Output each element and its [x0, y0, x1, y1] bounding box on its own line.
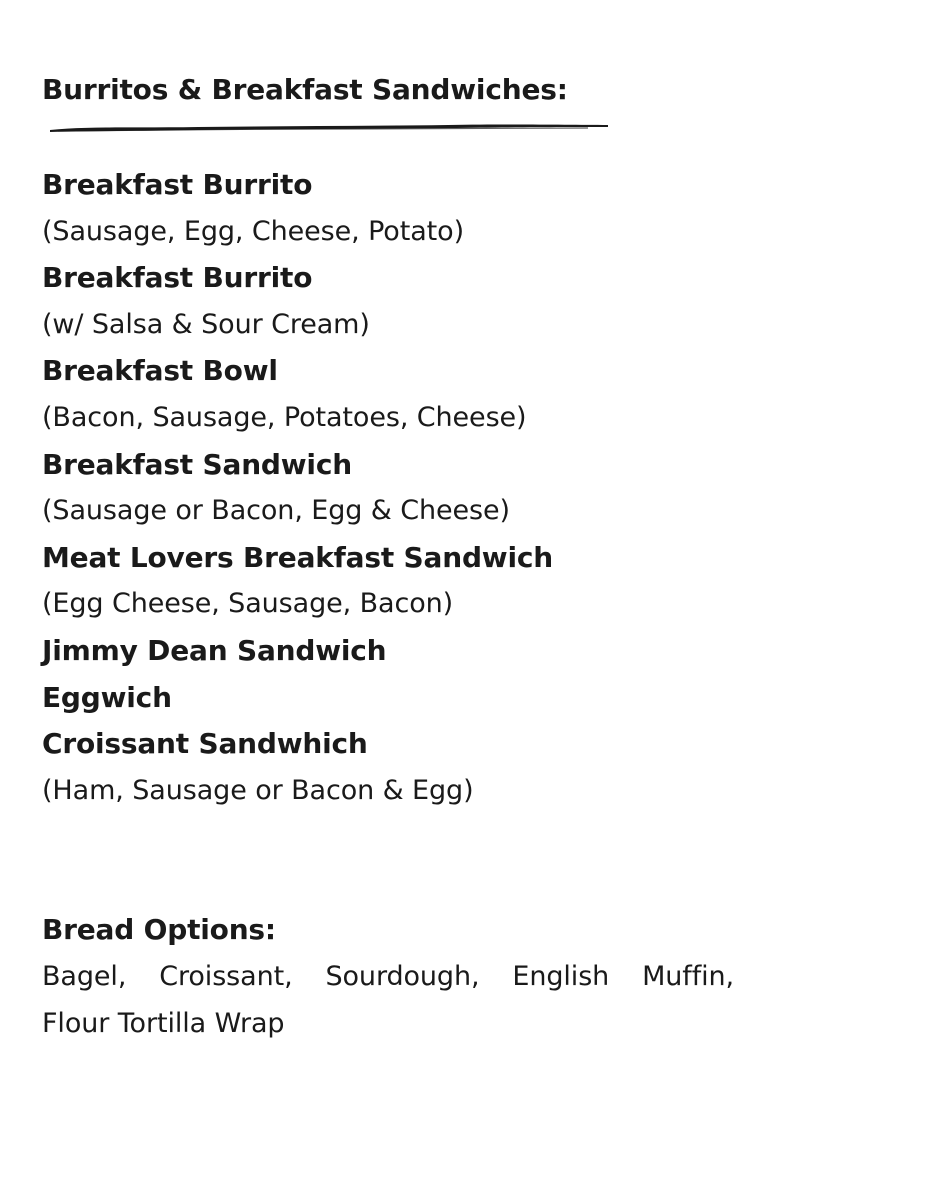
item-description: (Sausage, Egg, Cheese, Potato) — [42, 215, 464, 247]
item-name: Breakfast Sandwich — [42, 447, 352, 481]
item-name: Breakfast Bowl — [42, 354, 278, 388]
item-name: Croissant Sandwhich — [42, 727, 368, 761]
menu-item-list — [42, 162, 842, 814]
item-description: (Bacon, Sausage, Potatoes, Cheese) — [42, 401, 527, 433]
bread-options-list — [42, 954, 742, 1047]
item-description: (Sausage or Bacon, Egg & Cheese) — [42, 495, 510, 527]
item-name: Meat Lovers Breakfast Sandwich — [42, 540, 553, 574]
bread-options-title: Bread Options: — [42, 913, 276, 946]
bread-option: Flour Tortilla Wrap — [42, 1007, 285, 1039]
item-name: Breakfast Burrito — [42, 168, 313, 201]
bread-option: English — [512, 961, 610, 992]
bread-option: Croissant, — [159, 961, 293, 992]
item-description: (w/ Salsa & Sour Cream) — [42, 308, 370, 340]
brush-stroke-divider — [48, 121, 610, 135]
item-name: Eggwich — [42, 680, 172, 714]
bread-option: Muffin, — [642, 961, 734, 992]
bread-options-line — [42, 954, 734, 1001]
item-description: (Ham, Sausage or Bacon & Egg) — [42, 774, 474, 806]
item-name: Jimmy Dean Sandwich — [42, 633, 387, 667]
bread-option: Sourdough, — [325, 961, 480, 992]
item-description: (Egg Cheese, Sausage, Bacon) — [42, 588, 454, 620]
bread-option: Bagel, — [42, 961, 127, 992]
item-name: Breakfast Burrito — [42, 261, 313, 295]
section-title: Burritos & Breakfast Sandwiches: — [42, 73, 568, 106]
